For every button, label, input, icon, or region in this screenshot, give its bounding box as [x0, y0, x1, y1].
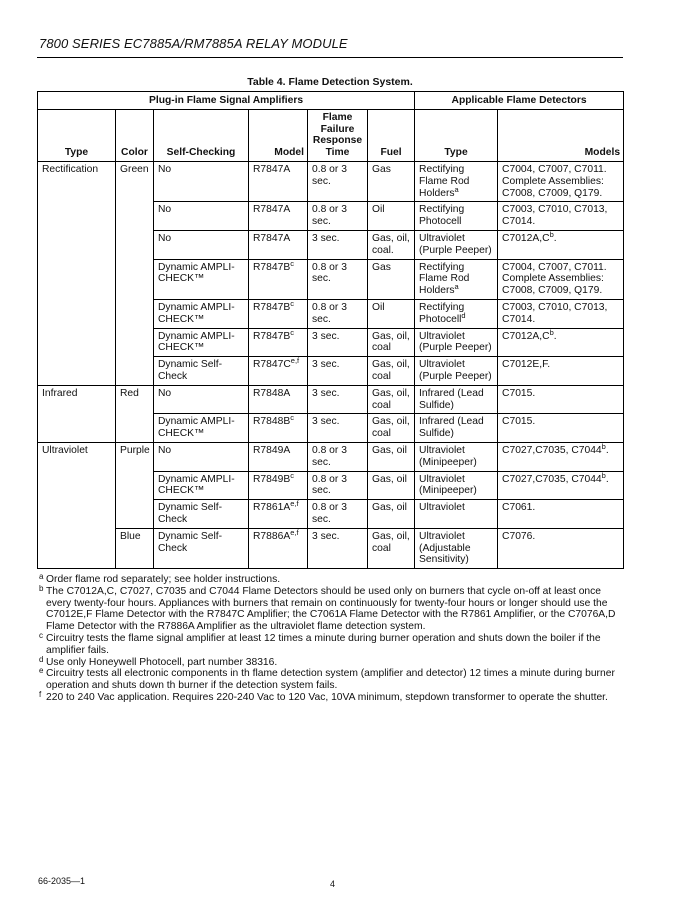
cell-self-checking: Dynamic Self-Check	[154, 500, 249, 529]
column-header-color: Color	[116, 109, 154, 161]
column-header-self-checking: Self-Checking	[154, 109, 249, 161]
cell-type: Infrared	[38, 385, 116, 442]
column-header-detector-models: Models	[498, 109, 624, 161]
cell-model: $R7847B^c$	[249, 259, 308, 299]
cell-fuel: Gas	[368, 161, 415, 201]
cell-fuel: Oil	[368, 299, 415, 328]
cell-detector-models: $C7012A,C^b$.	[498, 230, 624, 259]
cell-detector-models: C7004, C7007, C7011. Complete Assemblies: C7008, C7009, Q179.	[498, 161, 624, 201]
table-row	[38, 385, 624, 414]
cell-detector-type: Ultraviolet (Minipeeper)	[415, 471, 498, 500]
cell-response-time: 3 sec.	[308, 414, 368, 443]
cell-fuel: Gas, oil, coal.	[368, 230, 415, 259]
footnote	[37, 689, 617, 704]
footnote-key: b	[39, 583, 44, 593]
footnote-key: e	[39, 666, 44, 676]
cell-self-checking: Dynamic AMPLI-CHECK™	[154, 299, 249, 328]
cell-self-checking: Dynamic AMPLI-CHECK™	[154, 259, 249, 299]
cell-self-checking: Dynamic Self-Check	[154, 528, 249, 568]
cell-self-checking: Dynamic AMPLI-CHECK™	[154, 328, 249, 357]
cell-model: $R7847B^c$	[249, 328, 308, 357]
table-row	[38, 442, 624, 471]
cell-detector-type: Infrared (Lead Sulfide)	[415, 385, 498, 414]
footnote	[37, 668, 617, 692]
cell-detector-models: $C7012A,C^b$.	[498, 328, 624, 357]
cell-detector-type: Rectifying Photocell$^d$	[415, 299, 498, 328]
cell-fuel: Gas, oil	[368, 471, 415, 500]
footnote-key: a	[39, 572, 44, 581]
cell-response-time: 0.8 or 3 sec.	[308, 442, 368, 471]
cell-detector-type: Infrared (Lead Sulfide)	[415, 414, 498, 443]
cell-model: R7847A	[249, 202, 308, 231]
group-header-detectors: Applicable Flame Detectors	[415, 92, 624, 110]
cell-detector-models: C7004, C7007, C7011. Complete Assemblies: C7008, C7009, Q179.	[498, 259, 624, 299]
cell-detector-models: C7027,C7035, C7044$^b$.	[498, 471, 624, 500]
header-rule	[37, 57, 623, 58]
cell-fuel: Gas, oil, coal	[368, 414, 415, 443]
table-row	[38, 161, 624, 201]
footnote-key: d	[39, 654, 44, 664]
column-header-response-time: Flame Failure Response Time	[308, 109, 368, 161]
footnote-text: Circuitry tests all electronic components in th flame detection system (amplifier and detector) 12 times a minute during burner operation and shuts down th burner if the detection system fails.	[46, 668, 615, 692]
cell-detector-models: C7015.	[498, 385, 624, 414]
cell-self-checking: No	[154, 385, 249, 414]
footnote-key: f	[39, 689, 42, 699]
footnote-key: c	[39, 630, 43, 640]
footnote-text: The C7012A,C, C7027, C7035 and C7044 Flame Detectors should be used only on burners that cycle on-off at least once every twenty-four hours. Appliances with burners that remain on continuously for twenty-four hours or longer should use the C7012E,F Flame Detector with the R7847C Amplifier; the C7061A Flame Detector with the R7861 Amplifier, or the C7076A,D Flame Detector with the R7886A Amplifier as the ultraviolet flame detection system.	[46, 585, 616, 633]
table-caption: Table 4. Flame Detection System.	[247, 76, 413, 88]
cell-model: R7847A	[249, 230, 308, 259]
cell-detector-type: Ultraviolet (Purple Peeper)	[415, 230, 498, 259]
cell-detector-type: Rectifying Flame Rod Holders$^a$	[415, 161, 498, 201]
table-row	[38, 528, 624, 568]
cell-detector-models: C7076.	[498, 528, 624, 568]
cell-detector-type: Ultraviolet	[415, 500, 498, 529]
footnote-text: 220 to 240 Vac application. Requires 220-240 Vac to 120 Vac, 10VA minimum, stepdown transformer to operate the shutter.	[46, 691, 608, 703]
footnote	[37, 630, 617, 657]
footnote	[37, 574, 617, 586]
page-header-title: 7800 SERIES EC7885A/RM7885A RELAY MODULE	[39, 36, 348, 51]
cell-model: $R7848B^c$	[249, 414, 308, 443]
cell-response-time: 3 sec.	[308, 328, 368, 357]
cell-response-time: 0.8 or 3 sec.	[308, 202, 368, 231]
cell-response-time: 0.8 or 3 sec.	[308, 259, 368, 299]
cell-response-time: 3 sec.	[308, 230, 368, 259]
cell-detector-type: Ultraviolet (Purple Peeper)	[415, 328, 498, 357]
cell-fuel: Gas, oil	[368, 500, 415, 529]
cell-color: Purple	[116, 442, 154, 528]
cell-model: $R7847B^c$	[249, 299, 308, 328]
cell-color: Blue	[116, 528, 154, 568]
column-header-model: Model	[249, 109, 308, 161]
footnotes	[37, 574, 617, 704]
cell-fuel: Gas, oil, coal	[368, 328, 415, 357]
page-number: 4	[330, 879, 336, 889]
cell-detector-type: Ultraviolet (Adjustable Sensitivity)	[415, 528, 498, 568]
cell-fuel: Gas, oil	[368, 442, 415, 471]
cell-self-checking: Dynamic Self-Check	[154, 357, 249, 386]
cell-fuel: Gas, oil, coal	[368, 528, 415, 568]
cell-detector-models: C7015.	[498, 414, 624, 443]
cell-detector-type: Ultraviolet (Purple Peeper)	[415, 357, 498, 386]
cell-detector-type: Rectifying Flame Rod Holders$^a$	[415, 259, 498, 299]
cell-response-time: 3 sec.	[308, 385, 368, 414]
cell-color: Red	[116, 385, 154, 442]
document-number: 66-2035—1	[38, 876, 86, 886]
cell-fuel: Gas, oil, coal	[368, 357, 415, 386]
cell-detector-type: Rectifying Photocell	[415, 202, 498, 231]
cell-model: $R7861A^{e,f}$	[249, 500, 308, 529]
cell-detector-models: C7027,C7035, C7044$^b$.	[498, 442, 624, 471]
footnote-text: Use only Honeywell Photocell, part number 38316.	[46, 656, 278, 668]
cell-response-time: 0.8 or 3 sec.	[308, 471, 368, 500]
cell-self-checking: No	[154, 161, 249, 201]
cell-detector-models: C7003, C7010, C7013, C7014.	[498, 299, 624, 328]
flame-detection-table	[37, 91, 624, 569]
cell-model: R7849A	[249, 442, 308, 471]
cell-response-time: 0.8 or 3 sec.	[308, 299, 368, 328]
footnote	[37, 654, 617, 669]
column-header-detector-type: Type	[415, 109, 498, 161]
cell-response-time: 3 sec.	[308, 528, 368, 568]
cell-detector-models: C7061.	[498, 500, 624, 529]
cell-response-time: 3 sec.	[308, 357, 368, 386]
column-header-fuel: Fuel	[368, 109, 415, 161]
cell-model: $R7849B^c$	[249, 471, 308, 500]
cell-fuel: Gas, oil, coal	[368, 385, 415, 414]
cell-fuel: Gas	[368, 259, 415, 299]
cell-model: $R7886A^{e,f}$	[249, 528, 308, 568]
cell-self-checking: Dynamic AMPLI-CHECK™	[154, 414, 249, 443]
cell-response-time: 0.8 or 3 sec.	[308, 500, 368, 529]
footnote	[37, 583, 617, 633]
column-header-type: Type	[38, 109, 116, 161]
cell-detector-type: Ultraviolet (Minipeeper)	[415, 442, 498, 471]
cell-color: Green	[116, 161, 154, 385]
cell-model: R7848A	[249, 385, 308, 414]
cell-self-checking: No	[154, 230, 249, 259]
footnote-text: Circuitry tests the flame signal amplifier at least 12 times a minute during burner operation and shuts down the boiler if the amplifier fails.	[46, 632, 601, 656]
cell-detector-models: C7003, C7010, C7013, C7014.	[498, 202, 624, 231]
cell-self-checking: No	[154, 442, 249, 471]
cell-fuel: Oil	[368, 202, 415, 231]
cell-type: Rectification	[38, 161, 116, 385]
footnote-text: Order flame rod separately; see holder instructions.	[46, 574, 281, 585]
cell-type: Ultraviolet	[38, 442, 116, 568]
cell-self-checking: No	[154, 202, 249, 231]
cell-detector-models: C7012E,F.	[498, 357, 624, 386]
cell-response-time: 0.8 or 3 sec.	[308, 161, 368, 201]
group-header-amplifiers: Plug-in Flame Signal Amplifiers	[38, 92, 415, 110]
cell-model: R7847A	[249, 161, 308, 201]
cell-model: $R7847C^{e,f}$	[249, 357, 308, 386]
cell-self-checking: Dynamic AMPLI-CHECK™	[154, 471, 249, 500]
